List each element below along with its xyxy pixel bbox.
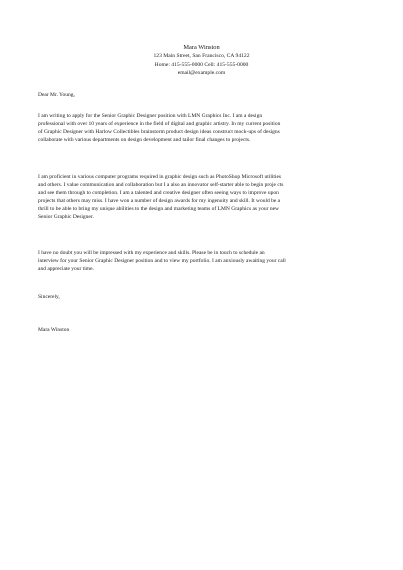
paragraph-line: Senior Graphic Designer. [38, 214, 94, 221]
closing: Sincerely, [38, 294, 60, 300]
paragraph-intro [38, 112, 388, 144]
paragraph-line: professional with over 10 years of experience in the field of digital and graphic artistry. In my current position [38, 121, 281, 128]
paragraph-line: and appreciate your time. [38, 266, 94, 273]
paragraph-line: and others. I value communication and collaboration but I a also an innovator self-starter able to begin proje cts [38, 182, 284, 189]
salutation: Dear Mr. Young, [38, 92, 75, 98]
paragraph-line: of Graphic Designer with Harlow Collectibles brainstorm product design ideas construct mock-ups of designs [38, 129, 280, 136]
paragraph-closing [38, 249, 388, 273]
paragraph-line: and see them through to completion. I am a talented and creative designer often seeing ways to improve upon [38, 190, 279, 197]
paragraph-line: collaborate with various departments on design development and tailor final changes to projects. [38, 137, 251, 144]
paragraph-line: interview for your Senior Graphic Designer position and to view my portfolio. I am anxiously awaiting your call [38, 258, 286, 265]
sender-name: Mara Winston [183, 44, 220, 51]
letter-header [0, 44, 403, 78]
paragraph-line: I am writing to apply for the Senior Graphic Designer position with LMN Graphics Inc. I am a design [38, 113, 263, 119]
sender-email: email@example.com [177, 70, 226, 77]
paragraph-line: I have no doubt you will be impressed with my experience and skills. Please be in touch to schedule an [38, 250, 265, 256]
paragraph-line: projects that others may miss. I have won a number of design awards for my ingenuity and skill. It would be a [38, 198, 281, 205]
paragraph-line: I am proficient in various computer programs required in graphic design such as PhotoShop Microsoft utilities [38, 174, 282, 180]
sender-address: 123 Main Street, San Francisco, CA 94122 [153, 53, 250, 60]
sender-phones: Home: 415-555-0000 Cell: 415-555-0000 [154, 61, 249, 68]
paragraph-line: thrill to be able to bring my unique abilities to the design and marketing teams of LMN Graphics as your new [38, 206, 280, 213]
signature-name: Mara Winston [38, 327, 70, 333]
paragraph-skills [38, 173, 388, 222]
